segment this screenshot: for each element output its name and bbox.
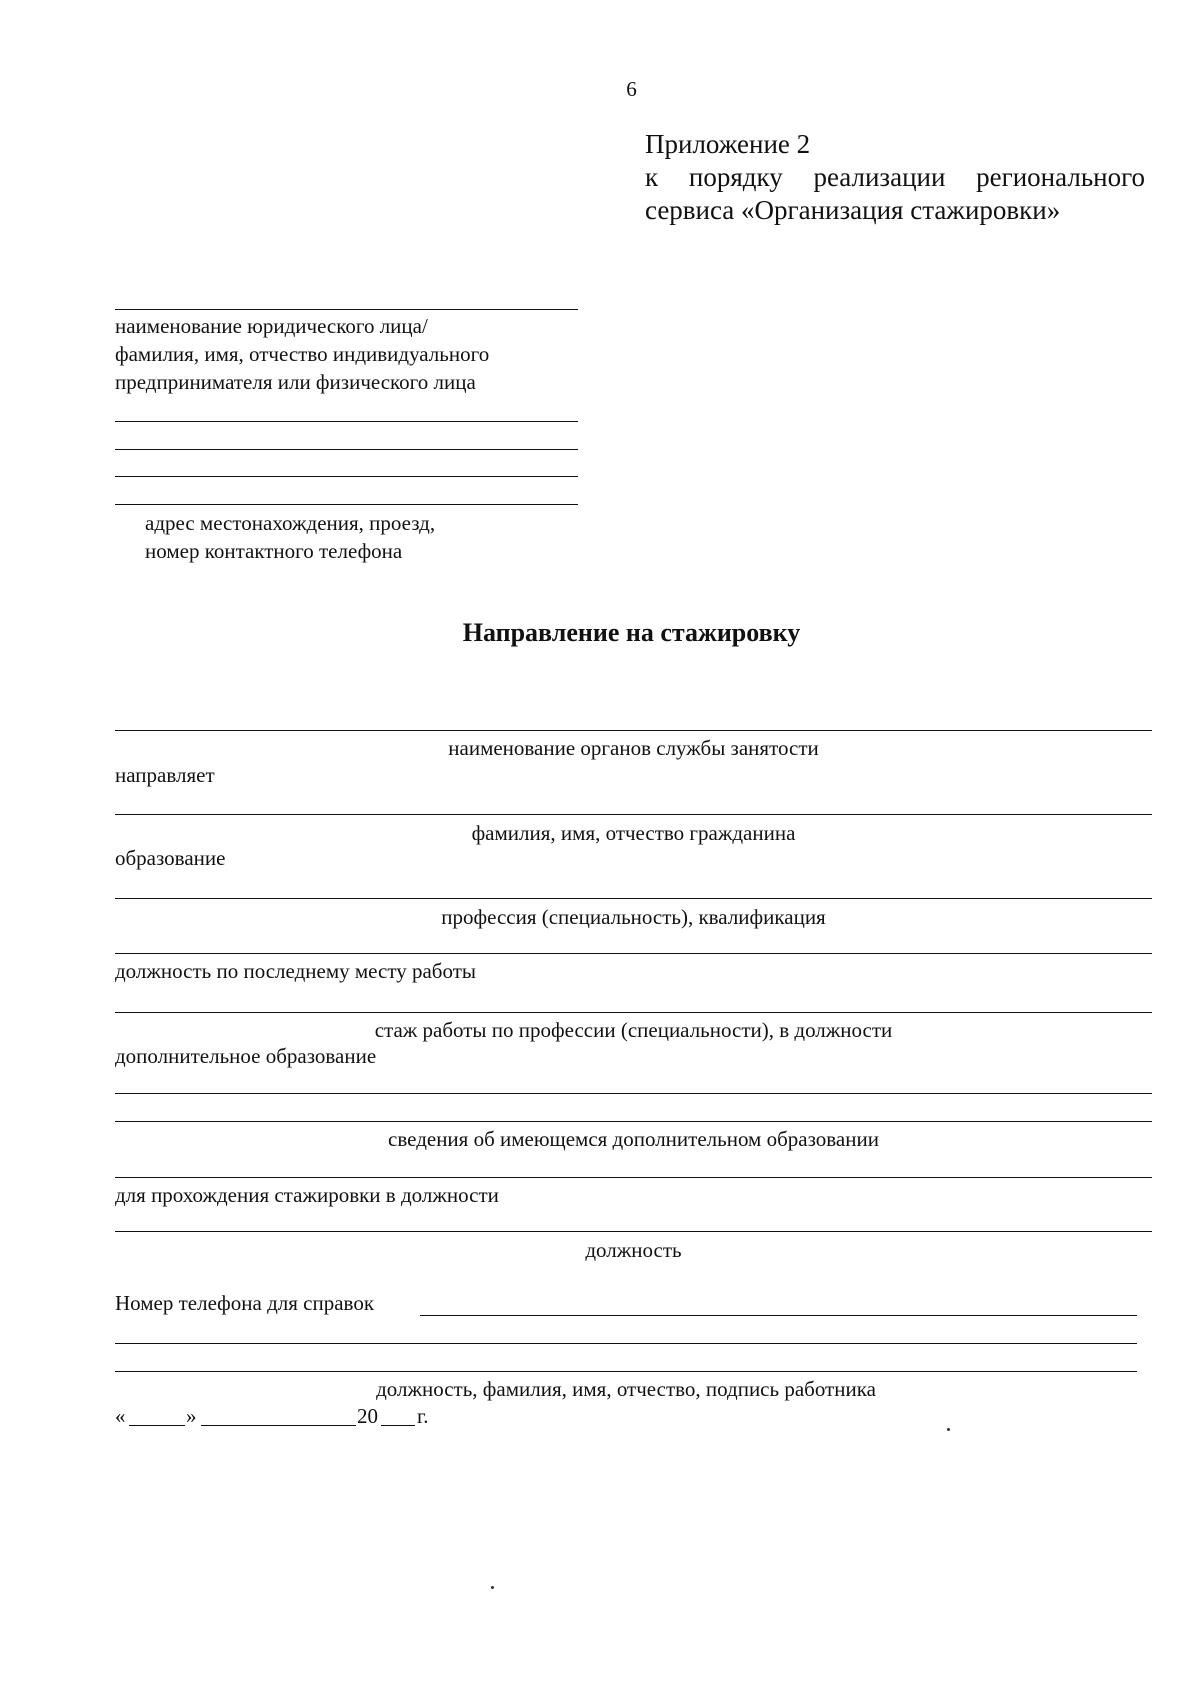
profession-line [115, 898, 1152, 899]
additional-education-caption: сведения об имеющемся дополнительном образовании [388, 1127, 879, 1151]
additional-education-label: дополнительное образование [115, 1044, 377, 1068]
document-title: Направление на стажировку [462, 618, 801, 647]
citizen-name-line [115, 814, 1152, 815]
date-year-prefix: 20 [357, 1404, 378, 1428]
experience-caption: стаж работы по профессии (специальности), в должности [374, 1018, 893, 1042]
address-line-3 [115, 476, 578, 477]
address-line-4 [115, 504, 578, 505]
experience-line [115, 1012, 1152, 1013]
appendix-line-3: сервиса «Организация стажировки» [645, 195, 1061, 225]
signature-line-2 [115, 1371, 1137, 1372]
last-position-top-line [115, 953, 1152, 954]
date-open-quote: « [115, 1404, 126, 1428]
position-line [115, 1231, 1152, 1232]
employment-service-caption: наименование органов службы занятости [448, 736, 819, 760]
internship-position-label: для прохождения стажировки в должности [115, 1183, 499, 1207]
date-year-line [381, 1425, 415, 1426]
internship-top-line [115, 1177, 1152, 1178]
address-line-2 [115, 449, 578, 450]
appendix-block [645, 128, 1145, 227]
profession-caption: профессия (специальность), квалификация [441, 905, 826, 929]
employer-caption-2: фамилия, имя, отчество индивидуального [115, 342, 490, 366]
position-caption: должность [585, 1238, 682, 1262]
date-year-suffix: г. [417, 1404, 429, 1428]
signature-caption: должность, фамилия, имя, отчество, подпись работника [376, 1377, 876, 1401]
additional-education-line-2 [115, 1121, 1152, 1122]
employer-name-line [115, 309, 578, 310]
scan-speck [491, 1586, 494, 1589]
address-caption-1: адрес местонахождения, проезд, [145, 511, 436, 535]
additional-education-line-1 [115, 1093, 1152, 1094]
appendix-line-2: к порядку реализации регионального [645, 162, 1145, 192]
scan-speck [947, 1428, 950, 1431]
employer-caption-3: предпринимателя или физического лица [115, 370, 476, 394]
last-position-label: должность по последнему месту работы [115, 959, 476, 983]
address-line-1 [115, 421, 578, 422]
signature-line-1 [115, 1343, 1137, 1344]
date-month-line [201, 1425, 356, 1426]
appendix-title: Приложение 2 [645, 129, 811, 159]
date-close-quote: » [186, 1404, 197, 1428]
education-label: образование [115, 846, 226, 870]
phone-label: Номер телефона для справок [115, 1291, 375, 1315]
date-day-line [129, 1425, 185, 1426]
phone-line [420, 1315, 1137, 1316]
sends-label: направляет [115, 763, 215, 787]
employer-caption-1: наименование юридического лица/ [115, 314, 428, 338]
employment-service-line [115, 730, 1152, 731]
citizen-name-caption: фамилия, имя, отчество гражданина [471, 821, 796, 845]
page-number: 6 [626, 77, 637, 101]
address-caption-2: номер контактного телефона [145, 539, 403, 563]
